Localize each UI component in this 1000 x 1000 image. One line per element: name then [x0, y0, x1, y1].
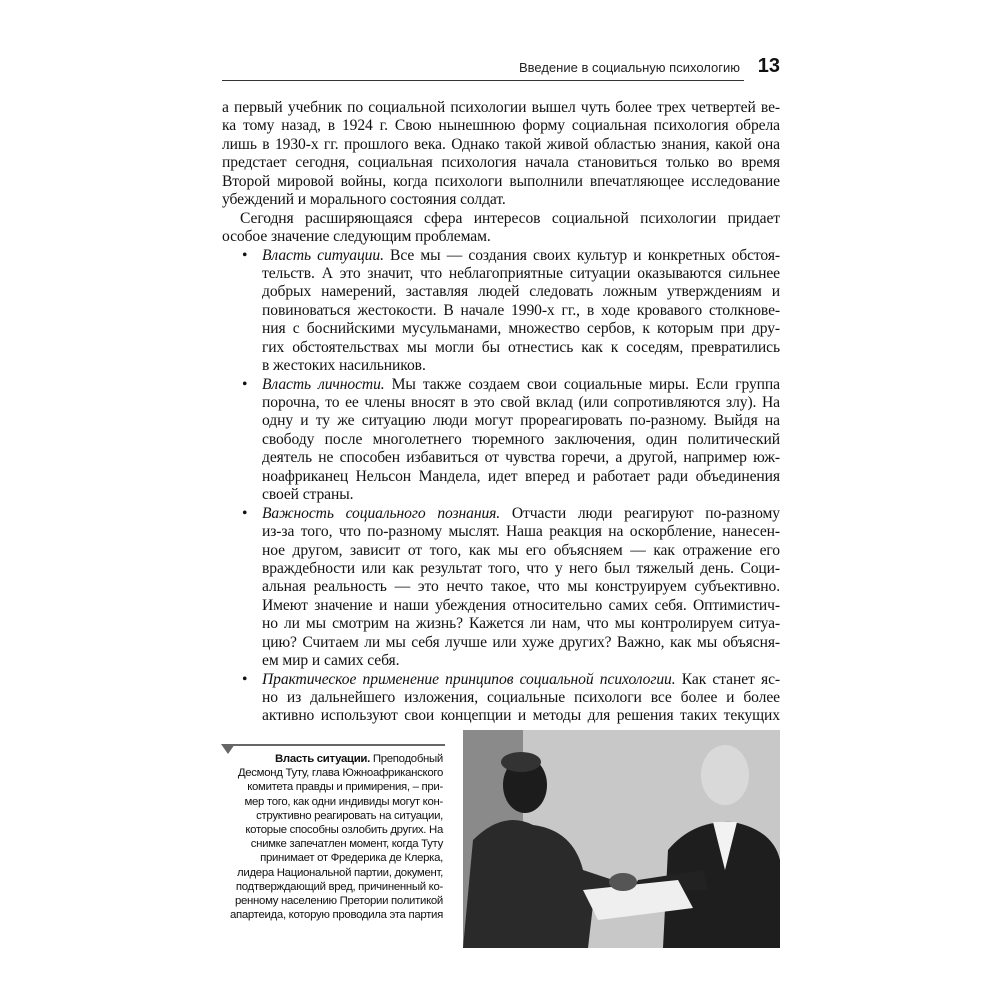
caption-text: комитета правды и примирения, – при-	[247, 781, 443, 794]
caption-line	[226, 809, 443, 823]
bullet-lead: Власть ситуации.	[262, 246, 384, 264]
caption-line	[226, 766, 443, 780]
text-line	[262, 671, 780, 689]
text-line	[262, 505, 780, 523]
caption-line	[226, 837, 443, 851]
bullet-icon: •	[242, 375, 248, 393]
bullet-lead: Важность социального познания.	[262, 504, 501, 522]
caption-line	[226, 795, 443, 809]
text-line: добрых намерений, заставляя людей следовать ложным утверждениям и	[262, 283, 780, 301]
text-line	[262, 376, 780, 394]
text-line: деятель не способен избавиться от чувства горечи, а другой, например юж-	[262, 449, 780, 467]
bullet-icon: •	[242, 246, 248, 264]
text-line: ка тому назад, в 1924 г. Свою нынешнюю форму социальная психология обрела	[222, 117, 780, 135]
running-title: Введение в социальную психологию	[518, 60, 740, 75]
page-number: 13	[757, 55, 780, 77]
text-line: ноафриканец Нельсон Мандела, идет вперед и работает ради объединения	[262, 467, 780, 485]
caption-line	[226, 752, 443, 766]
bullet-text: Мы также создаем свои социальные миры. Если группа	[384, 375, 780, 393]
text-line: предстает сегодня, социальная психология начала становиться только во время	[222, 154, 780, 172]
text-line: гих обстоятельствах мы могли бы отнестись как к соседям, превратились	[262, 338, 780, 356]
caption-line	[226, 851, 443, 865]
text-line: особое значение следующим проблемам.	[222, 228, 491, 246]
caption-line	[226, 823, 443, 837]
caption-text: ренному населению Претории политикой	[234, 895, 443, 908]
text-line: альная реальность — это нечто такое, что мы конструируем субъективно.	[262, 578, 780, 596]
bullet-lead: Практическое применение принципов социальной психологии.	[262, 670, 676, 688]
text-line: Имеют значение и наши убеждения относительно самих себя. Оптимистич-	[262, 596, 780, 614]
text-line: активно используют свои концепции и методы для решения таких текущих	[262, 707, 780, 725]
paragraph	[222, 210, 780, 247]
caption-line	[226, 894, 443, 908]
caption-text: которые способны озлобить других. На	[245, 824, 443, 837]
text-line: свободу после многолетнего тюремного заключения, один политический	[262, 430, 780, 448]
bullet-text: Как станет яс-	[675, 670, 780, 688]
text-line: ем мир и самих себя.	[262, 652, 400, 670]
bullet-icon: •	[242, 670, 248, 688]
text-line: а первый учебник по социальной психологии вышел чуть более трех четвертей ве-	[222, 99, 780, 116]
text-line: враждебности или как результат того, что у него был тяжелый день. Соци-	[262, 559, 780, 577]
text-line: повиноваться жестокости. В начале 1990-х гг., в ходе кровавого столкнове-	[262, 301, 780, 319]
bullet-text: Все мы — создания своих культур и конкретных обстоя-	[383, 246, 780, 264]
bullet-item	[222, 376, 780, 505]
bullet-item	[222, 505, 780, 671]
bullet-item	[222, 247, 780, 376]
text-line	[262, 247, 780, 265]
text-line: но из дальнейшего изложения, социальные психологи все более и более	[262, 689, 780, 706]
text-line: лишь в 1930-х гг. прошлого века. Однако такой живой областью знания, какой она	[222, 135, 780, 153]
caption-line	[226, 880, 443, 894]
caption-text: принимает от Фредерика де Клерка,	[260, 852, 443, 865]
paragraph	[222, 99, 780, 210]
caption-rule	[230, 744, 445, 746]
text-line: ния с боснийскими мусульманами, множество сербов, к которым при дру-	[262, 320, 780, 338]
caption-text: апартеида, которую проводила эта партия	[229, 909, 443, 922]
caption-text: лидера Национальной партии, документ,	[237, 866, 443, 879]
photo-tutu-de-klerk	[463, 730, 780, 948]
caption-text: Десмонд Туту, глава Южноафриканского	[237, 767, 443, 780]
photo-caption	[226, 752, 443, 922]
caption-text: структивно реагировать на ситуации,	[256, 809, 443, 822]
caption-line	[226, 866, 443, 880]
caption-text: мер того, как одни индивиды могут кон-	[244, 795, 443, 808]
text-line: Второй мировой войны, когда психологи выполнили впечатляющее исследование	[222, 172, 780, 190]
text-line: тельств. А это значит, что неблагоприятные ситуации оказываются сильнее	[262, 264, 780, 282]
body-text	[222, 99, 780, 726]
header-rule	[222, 80, 744, 81]
bullet-text: Отчасти люди реагируют по-разному	[500, 504, 780, 522]
text-line: в жестоких насильников.	[262, 357, 426, 375]
text-line: одну и ту же ситуацию люди могут прореагировать по-разному. Выйдя на	[262, 412, 780, 430]
text-line: из-за того, что по-разному мыслят. Наша реакция на оскорбление, нанесен-	[262, 523, 780, 541]
text-line: убеждений и морального состояния солдат.	[222, 191, 506, 209]
text-line: цию? Считаем ли мы себя лучше или хуже других? Важно, как мы объясня-	[262, 633, 780, 651]
bullet-lead: Власть личности.	[262, 375, 385, 393]
text-line: но ли мы смотрим на жизнь? Кажется ли нам, что мы контролируем ситуа-	[262, 615, 780, 633]
text-line: Сегодня расширяющаяся сфера интересов социальной психологии придает	[240, 209, 780, 227]
caption-line	[226, 780, 443, 794]
bullet-item	[222, 671, 780, 726]
bullet-icon: •	[242, 504, 248, 522]
caption-text: снимке запечатлен момент, когда Туту	[250, 838, 443, 851]
caption-text: Преподобный	[372, 753, 443, 765]
text-line: порочна, то ее члены вносят в это свой вклад (или сопротивляются злу). На	[262, 394, 780, 411]
caption-lead: Власть ситуации.	[275, 753, 370, 765]
text-line: своей страны.	[262, 486, 354, 504]
page-header	[222, 55, 782, 78]
caption-text: подтверждающий вред, причиненный ко-	[235, 880, 443, 893]
caption-line	[226, 908, 443, 922]
text-line: ное другом, зависит от того, как мы его объясняем — как отражение его	[262, 541, 780, 559]
